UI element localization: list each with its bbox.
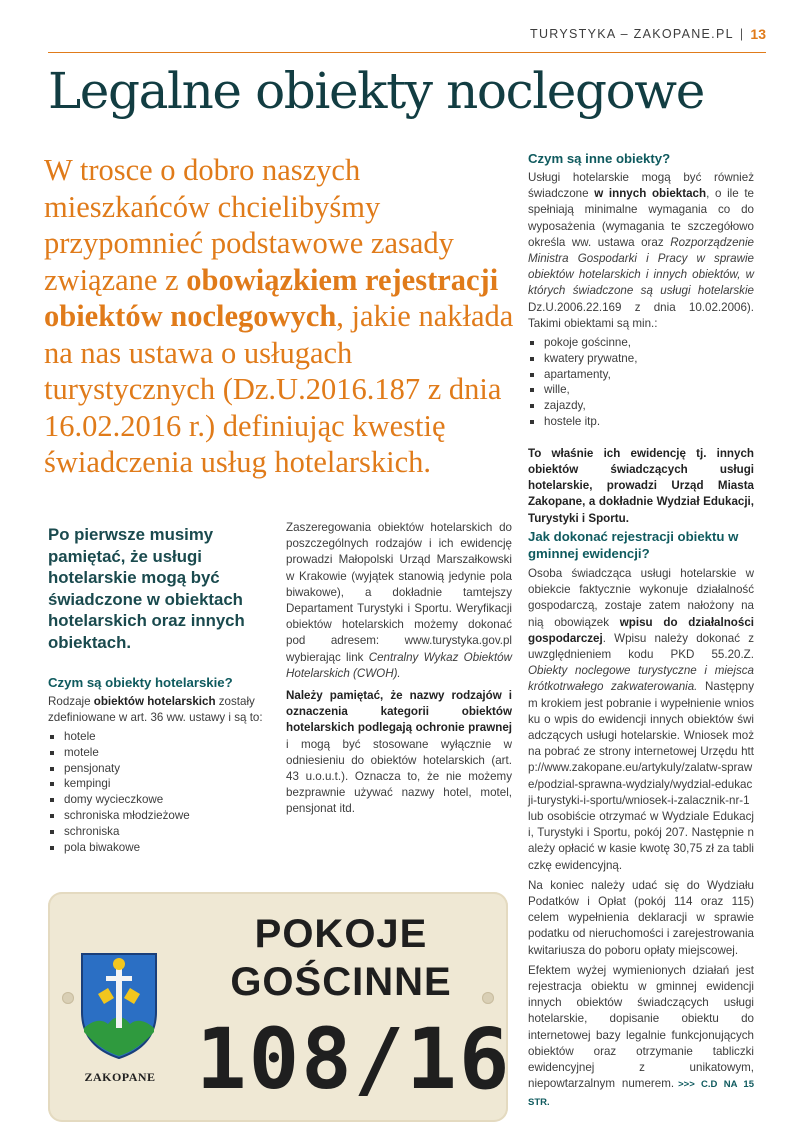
mount-hole (62, 992, 74, 1004)
legal-protection-paragraph (286, 688, 512, 818)
sign-registry-number: 108/16 (196, 1010, 512, 1108)
result-paragraph (528, 963, 754, 1111)
text-run: Następnym krokiem jest pobranie i wypełnienie wniosku o wpis do ewidencji innych obiektów świadczących usługi hotelarskie. Wniosek można pobrać ze strony internetowej Urzędu http://www.zakopane.eu/artykuly/zalatw-sprawe/podzial-sprawna-wydzialy/wydzial-edukacji-turystyki-i-sportu/wniosek-i-zalacznik-nr-1 lub osobiście otrzymać w Wydziale Edukacji, Turystyki i Sportu, pokój 207. Następnie należy opłacić w kasie kwotę 30,75 zł za tabliczkę ewidencyjną. (528, 680, 755, 872)
heading-other-objects: Czym są inne obiekty? (528, 151, 671, 166)
list-item: hostele itp. (528, 414, 754, 430)
page-title: Legalne obiekty noclegowe (48, 62, 704, 120)
text-run: Dz.U.2006.22.169 z dnia 10.02.2006). Takimi obiektami są min.: (528, 300, 754, 330)
list-item: wille, (528, 382, 754, 398)
italic-run: Obiekty noclegowe turystyczne i miejsca krótkotrwałego zakwaterowania. (528, 664, 754, 694)
text-run: Rodzaje (48, 694, 94, 708)
lead-paragraph (44, 152, 524, 481)
sign-line-2: GOŚCINNE (230, 960, 452, 1004)
list-item: kempingi (48, 776, 274, 792)
page-number: 13 (750, 26, 766, 42)
bold-run: obiektów hotelarskich (93, 694, 216, 708)
section-label: TURYSTYKA – ZAKOPANE.PL (530, 27, 734, 41)
text-run: Osoba świadcząca usługi hotelarskie w obiekcie faktycznie wykonuje działalność gospodarczą, zostaje zatem nałożony na nią obowiązek (528, 567, 754, 629)
column-right-bottom (528, 528, 754, 1111)
lead-text-2: , jakie nakłada na nas ustawa o usługach turystycznych (Dz.U.2016.187 z dnia 16.02.2016 r.) definiując kwestię świadczenia usług hotelarskich. (44, 299, 514, 479)
sign-line-1: POKOJE (254, 912, 428, 956)
bold-run: w innych obiektach (594, 187, 707, 201)
intro-heading: Po pierwsze musimy pamiętać, że usługi hotelarskie mogą być świadczone w obiektach hotelarskich oraz innych obiektach. (48, 525, 245, 652)
continued-link[interactable]: >>> C.D NA 15 STR. (528, 1079, 755, 1108)
tax-office-paragraph: Na koniec należy udać się do Wydziału Podatków i Opłat (pokój 114 oraz 115) celem wypełnienia deklaracji w sprawie podatku od nieruchomości i zarejestrowania kwitariusza do poboru opłaty miejscowej. (528, 878, 754, 957)
bold-run: Należy pamiętać, że nazwy rodzajów i oznaczenia kategorii obiektów hotelarskich podlegają ochronie prawnej (286, 689, 512, 735)
text-run: , o ile te spełniają minimalne wymagania co do wyposażenia (wymagania te szczegółowo określa ww. ustawa oraz (528, 187, 754, 249)
list-item: kwatery prywatne, (528, 351, 754, 367)
text-run: Zaszeregowania obiektów hotelarskich do poszczególnych rodzajów i ich ewidencję prowadzi Małopolski Urząd Marszałkowski w Krakowie (wyjątek stanowią jedynie pola biwakowe), a dokładnie tamtejszy Departament Turystyki i Sportu. Weryfikacji obiektów hotelarskich możemy dokonać pod adresem: www.turystyka.gov.pl wybierając link (286, 521, 512, 664)
list-item: zajazdy, (528, 398, 754, 414)
list-item: pola biwakowe (48, 840, 274, 856)
lead-bold: obowiązkiem rejestracji obiektów noclegowych (44, 262, 499, 333)
list-item: pokoje gościnne, (528, 335, 754, 351)
list-item: schroniska (48, 824, 274, 840)
crest-label: ZAKOPANE (84, 1070, 156, 1084)
text-run: Efektem wyżej wymienionych działań jest rejestracja obiektu w gminnej ewidencji innych obiektów świadczących usługi hotelarskie, dopisanie obiektu do internetowej bazy legalnie funkcjonujących obiektów oraz otrzymanie tabliczki ewidencyjnej z unikatowym, niepowtarzalnym numerem. (528, 963, 754, 1091)
heading-how-to-register: Jak dokonać rejestracji obiektu w gminnej ewidencji? (528, 529, 739, 561)
text-run: zostały zdefiniowane w art. 36 ww. ustawy i są to: (48, 694, 263, 724)
text-run: Usługi hotelarskie mogą być również świadczone (528, 171, 754, 201)
text-run: . Wpisu należy dokonać z uwzględnieniem kodu PKD 55.20.Z. (528, 631, 754, 662)
list-item: schroniska młodzieżowe (48, 808, 274, 824)
other-objects-paragraph (528, 170, 754, 332)
header-separator: | (739, 27, 745, 41)
column-middle (286, 520, 512, 818)
list-item: hotele (48, 729, 274, 745)
text-run: i mogą być stosowane wyłącznie w odniesieniu do obiektów hotelarskich (art. 43 u.o.u.t.). Oznacza to, że nie możemy bezprawnie używać nazwy hotel, motel, pensjonat itd. (286, 737, 512, 816)
lead-text-1: W trosce o dobro naszych mieszkańców chcielibyśmy przypomnieć podstawowe zasady związane z (44, 153, 454, 297)
list-item: apartamenty, (528, 367, 754, 383)
italic-run: Centralny Wykaz Obiektów Hotelarskich (CWOH). (286, 650, 512, 680)
column-left (48, 524, 274, 855)
heading-hotel-objects: Czym są obiekty hotelarskie? (48, 674, 233, 690)
page-header (530, 26, 766, 42)
registry-note: To właśnie ich ewidencję tj. innych obiektów świadczących usługi hotelarskie, prowadzi Urząd Miasta Zakopane, a dokładnie Wydział Edukacji, Turystyki i Sportu. (528, 446, 754, 525)
zakopane-crest-icon (78, 950, 160, 1060)
other-objects-list (528, 335, 754, 430)
list-item: motele (48, 745, 274, 761)
hotel-objects-list (48, 729, 274, 855)
header-rule (48, 52, 766, 53)
bold-run: wpisu do działalności gospodarczej (528, 615, 754, 645)
italic-run: Rozporządzenie Ministra Gospodarki i Pracy w sprawie obiektów hotelarskich i innych obiektów, w których świadczone są usługi hotelarskie (528, 235, 754, 298)
hotel-objects-paragraph (48, 694, 274, 726)
registration-paragraph (286, 520, 512, 682)
list-item: domy wycieczkowe (48, 792, 274, 808)
list-item: pensjonaty (48, 761, 274, 777)
guest-rooms-sign-image (48, 892, 512, 1122)
how-to-register-paragraph (528, 566, 754, 874)
column-right-top (528, 150, 754, 527)
